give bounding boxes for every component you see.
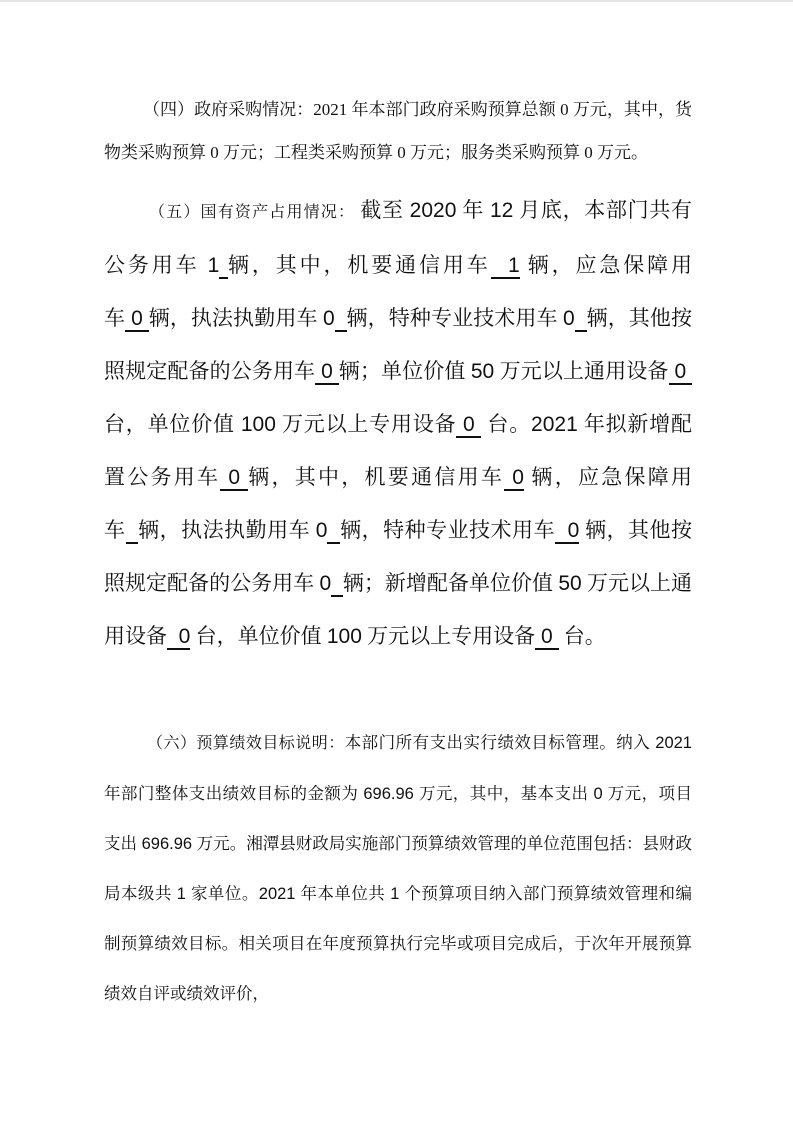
text-run xyxy=(331,572,343,597)
text-run: 截至 xyxy=(360,198,410,222)
text-run: 辆，其中，机要通信用车 xyxy=(228,253,491,277)
text-run: 0 xyxy=(322,307,335,330)
text-run: 2020 xyxy=(409,199,457,222)
text-run: 50 xyxy=(558,572,582,595)
text-run: 100 xyxy=(326,625,362,648)
text-run xyxy=(126,519,139,544)
text-run: 辆，执法执勤用车 xyxy=(148,306,323,330)
text-run: 0 xyxy=(315,519,328,542)
text-run: 12 xyxy=(489,199,514,222)
text-run: 台，单位价值 xyxy=(190,624,327,648)
text-run: 辆，其中，机要通信用车 xyxy=(248,465,505,489)
text-run: 辆，其他按照规定配备的公务用车 xyxy=(104,306,693,383)
text-run: 万元以上专用设备 xyxy=(361,624,536,648)
text-run: 辆，执法执勤用车 xyxy=(138,518,316,542)
text-run: 0 xyxy=(668,360,692,383)
text-run: （四）政府采购情况：2021 年本部门政府采购预算总额 0 万元，其中，货物类采购预算 0 万元；工程类采购预算 0 万元；服务类采购预算 0 万元。 xyxy=(104,100,692,162)
text-run: 0 xyxy=(319,572,332,595)
text-run xyxy=(327,519,340,544)
text-run: 台。 xyxy=(558,624,606,648)
text-run: 0 xyxy=(504,466,524,489)
text-run: 0 xyxy=(563,307,575,330)
text-run: 台，单位价值 xyxy=(104,412,241,436)
text-run: 辆，特种专业技术用车 xyxy=(346,306,563,330)
text-run: 0 xyxy=(167,625,191,648)
text-run: 万元以上通用设备 xyxy=(104,571,693,648)
text-run: 50 xyxy=(470,360,495,383)
text-run: 台。 xyxy=(481,412,532,436)
text-run: 0 xyxy=(555,519,580,542)
text-run: 0 xyxy=(315,360,339,383)
text-run: 辆；新增配备单位价值 xyxy=(342,571,559,595)
text-run xyxy=(219,254,228,279)
paragraph-performance-targets xyxy=(104,718,692,1019)
text-run: 万元以上专用设备 xyxy=(275,412,457,436)
text-run: （五）国有资产占用情况： xyxy=(149,204,361,221)
text-run: 辆，特种专业技术用车 xyxy=(340,518,556,542)
text-run: 2021 xyxy=(531,413,578,436)
text-run: 年 xyxy=(456,198,490,222)
text-run: 0 xyxy=(456,413,482,436)
paragraph-government-procurement xyxy=(104,88,692,174)
text-run xyxy=(335,307,347,332)
text-run: 月底，本部门共有公务用车 xyxy=(104,198,693,277)
text-run: 年拟新增配置公务用车 xyxy=(104,412,693,489)
text-run: 0 xyxy=(125,307,149,330)
text-run: 1 xyxy=(207,254,220,277)
text-run: 1 xyxy=(490,254,520,277)
text-run: 0 xyxy=(220,466,249,489)
text-run: 辆；单位价值 xyxy=(338,359,471,383)
text-run: 0 xyxy=(535,625,559,648)
text-run: （六）预算绩效目标说明： xyxy=(147,735,345,752)
text-run: 辆，应急保障用车 xyxy=(104,253,693,330)
text-run: 本部门所有支出实行绩效目标管理。纳入 2021 年部门整体支出绩效目标的金额为 696.96 万元，其中，基本支出 0 万元，项目支出 696.96 万元。湘潭县财政局实施部门预算绩效管理的单位范围包括：县财政局本级共 1 家单位。2021 年本单位共 1 个预算项目纳入部门预算绩效管理和编制预算绩效目标。相关项目在年度预算执行完毕或项目完成后，于次年开展预算绩效自评或绩效评价， xyxy=(104,734,692,1003)
text-run xyxy=(575,307,587,332)
text-run: 100 xyxy=(240,413,276,436)
paragraph-state-owned-assets xyxy=(104,184,692,663)
text-run: 辆，应急保障用车 xyxy=(104,465,693,542)
text-run: 万元以上通用设备 xyxy=(494,359,669,383)
text-run: 辆，其他按照规定配备的公务用车 xyxy=(104,518,693,595)
